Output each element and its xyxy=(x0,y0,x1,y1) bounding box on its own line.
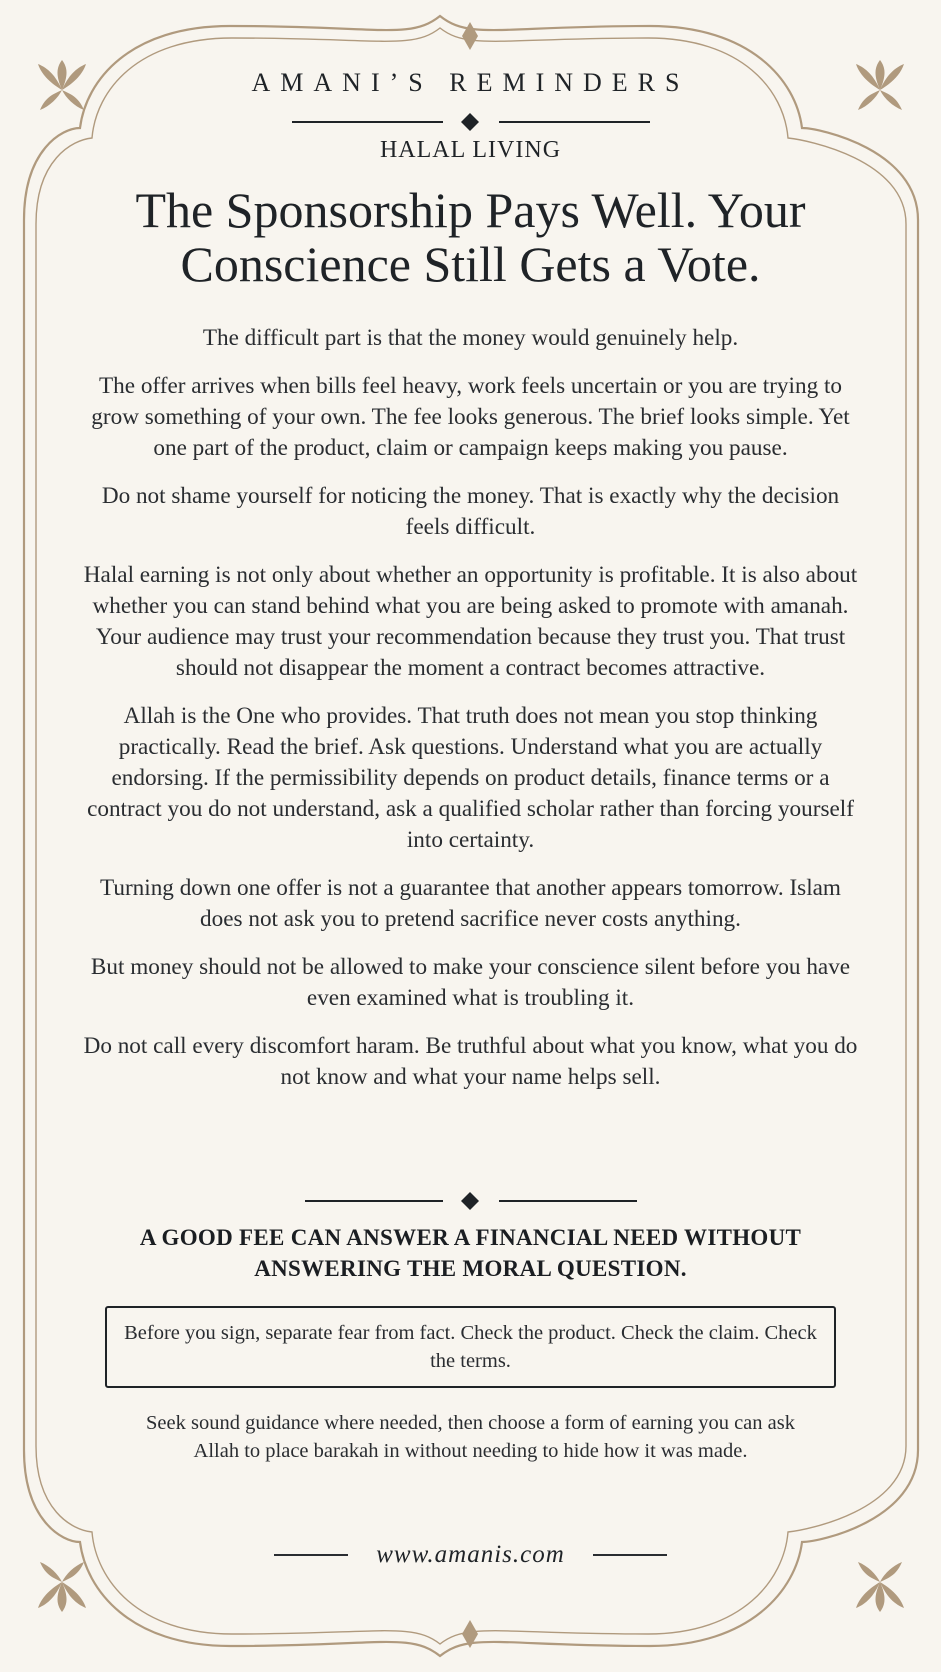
body-paragraph: The offer arrives when bills feel heavy, work feels uncertain or you are trying to grow something of your own. The fee looks generous. The brief looks simple. Yet one part of the product, claim or campaign keeps making you pause. xyxy=(91,373,850,461)
website-link[interactable]: www.amanis.com xyxy=(376,1541,565,1568)
footer-rule-left xyxy=(274,1554,348,1556)
body-paragraph: Do not call every discomfort haram. Be truthful about what you know, what you do not know and what your name helps sell. xyxy=(83,1033,858,1090)
middle-divider xyxy=(0,1191,941,1211)
headline xyxy=(100,183,841,291)
callout-text: Before you sign, separate fear from fact. Check the product. Check the claim. Check the terms. xyxy=(124,1322,817,1372)
body-paragraph: But money should not be allowed to make your conscience silent before you have even examined what is troubling it. xyxy=(90,954,851,1011)
headline-line-2: Conscience Still Gets a Vote. xyxy=(180,236,761,292)
footer-rule-right xyxy=(593,1554,667,1556)
article-body xyxy=(78,323,863,1110)
footer xyxy=(0,1538,941,1572)
category-label: HALAL LIVING xyxy=(379,137,562,163)
diamond-icon xyxy=(461,1192,479,1210)
body-paragraph: Turning down one offer is not a guarantee that another appears tomorrow. Islam does not ask you to pretend sacrifice never costs anything. xyxy=(100,875,841,932)
key-takeaway: A GOOD FEE CAN ANSWER A FINANCIAL NEED WITHOUT ANSWERING THE MORAL QUESTION. xyxy=(139,1225,802,1281)
headline-line-1: The Sponsorship Pays Well. Your xyxy=(135,182,806,238)
body-paragraph: Halal earning is not only about whether an opportunity is profitable. It is also about whether you can stand behind what you are being asked to promote with amanah. Your audience may trust your recommendation because they trust you. That trust should not disappear the moment a contract becomes attractive. xyxy=(83,562,858,681)
top-divider xyxy=(0,112,941,132)
body-paragraph: Allah is the One who provides. That truth does not mean you stop thinking practically. Read the brief. Ask questions. Understand what you are actually endorsing. If the permissibility depends on product details, finance terms or a contract you do not understand, ask a qualified scholar rather than forcing yourself into certainty. xyxy=(87,703,854,853)
closing-text: Seek sound guidance where needed, then choose a form of earning you can ask Allah to place barakah in without needing to hide how it was made. xyxy=(146,1412,795,1462)
brand-name: AMANI’S REMINDERS xyxy=(251,68,690,97)
body-paragraph: Do not shame yourself for noticing the money. That is exactly why the decision feels difficult. xyxy=(101,483,840,540)
diamond-icon xyxy=(461,113,479,131)
callout-box xyxy=(105,1306,836,1388)
body-paragraph: The difficult part is that the money would genuinely help. xyxy=(202,325,739,351)
